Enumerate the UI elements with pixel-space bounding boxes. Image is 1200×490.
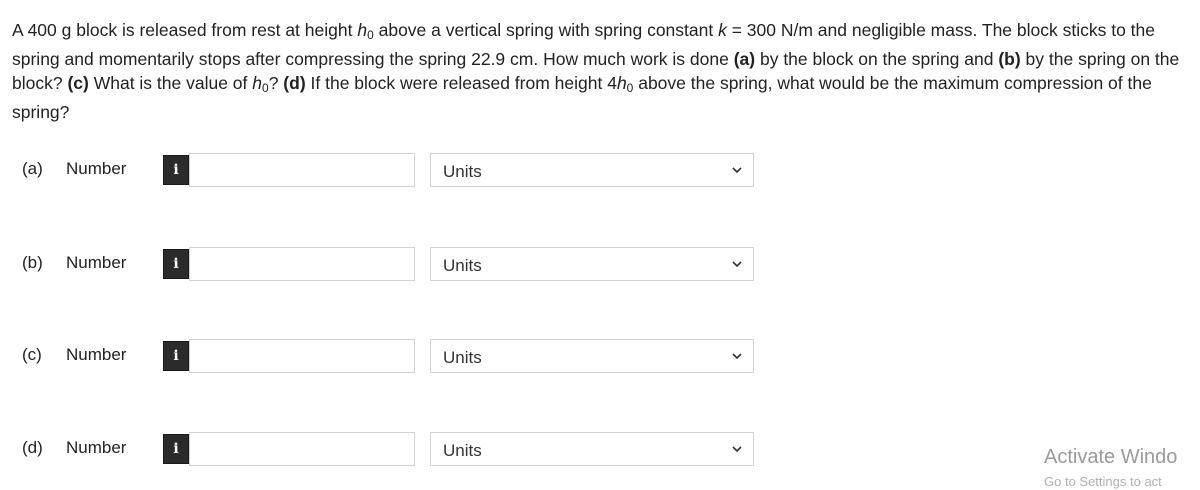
- number-input-a[interactable]: [189, 153, 415, 187]
- units-select-a[interactable]: [430, 153, 754, 187]
- chevron-down-icon: [731, 165, 743, 175]
- number-input-b[interactable]: [189, 247, 415, 281]
- question-intro: A 400 g block is released from rest at height: [12, 20, 358, 40]
- part-b-tag: (b): [998, 49, 1021, 69]
- units-label-d: Units: [443, 441, 482, 460]
- info-icon: i: [173, 162, 179, 178]
- windows-activation-subtext: Go to Settings to act: [1044, 474, 1162, 489]
- info-icon: i: [173, 441, 179, 457]
- units-select-c[interactable]: [430, 339, 754, 373]
- part-label-b: (b): [22, 253, 43, 272]
- info-icon: i: [173, 348, 179, 364]
- info-button-d[interactable]: [163, 434, 189, 464]
- part-a-tag: (a): [733, 49, 756, 69]
- h0-variable-c: $h_0$: [252, 73, 269, 95]
- part-label-c: (c): [22, 345, 42, 364]
- chevron-down-icon: [731, 259, 743, 269]
- units-label-a: Units: [443, 162, 482, 181]
- answer-row-d: [0, 429, 1200, 469]
- answer-row-b: [0, 244, 1200, 284]
- number-input-d[interactable]: [189, 432, 415, 466]
- info-icon: i: [173, 256, 179, 272]
- windows-activation-watermark: Activate Windo: [1044, 446, 1178, 468]
- number-label-a: Number: [66, 159, 127, 178]
- units-label-c: Units: [443, 348, 482, 367]
- chevron-down-icon: [731, 444, 743, 454]
- number-label-c: Number: [66, 345, 127, 364]
- part-label-a: (a): [22, 159, 43, 178]
- part-c-tag: (c): [67, 73, 89, 93]
- info-button-b[interactable]: [163, 249, 189, 279]
- number-label-d: Number: [66, 438, 127, 457]
- question-text: A 400 g block is released from rest at height $h_0$ above a vertical spring with spring constant k = 300 N/m and negligible mass. The block sticks to the spring and momentarily stops after compressing the spring 22.9 cm. How much work is done (a) by the block on the spring and (b) by the spring on the block? (c) What is the value of $h_0$? (d) If the block were released from height $4h_0$ above the spring, what would be the maximum compression of the spring?: [12, 20, 1180, 122]
- chevron-down-icon: [731, 351, 743, 361]
- part-d-tag: (d): [283, 73, 306, 93]
- h0-variable-d: $h_0$: [616, 73, 634, 95]
- units-select-d[interactable]: [430, 432, 754, 466]
- answer-row-a: [0, 150, 1200, 190]
- h0-variable: $h_0$: [357, 20, 374, 42]
- number-input-c[interactable]: [189, 339, 415, 373]
- info-button-a[interactable]: [163, 155, 189, 185]
- part-label-d: (d): [22, 438, 43, 457]
- number-label-b: Number: [66, 253, 127, 272]
- answer-row-c: [0, 336, 1200, 376]
- units-select-b[interactable]: [430, 247, 754, 281]
- info-button-c[interactable]: [163, 341, 189, 371]
- k-variable: k: [718, 20, 727, 40]
- units-label-b: Units: [443, 256, 482, 275]
